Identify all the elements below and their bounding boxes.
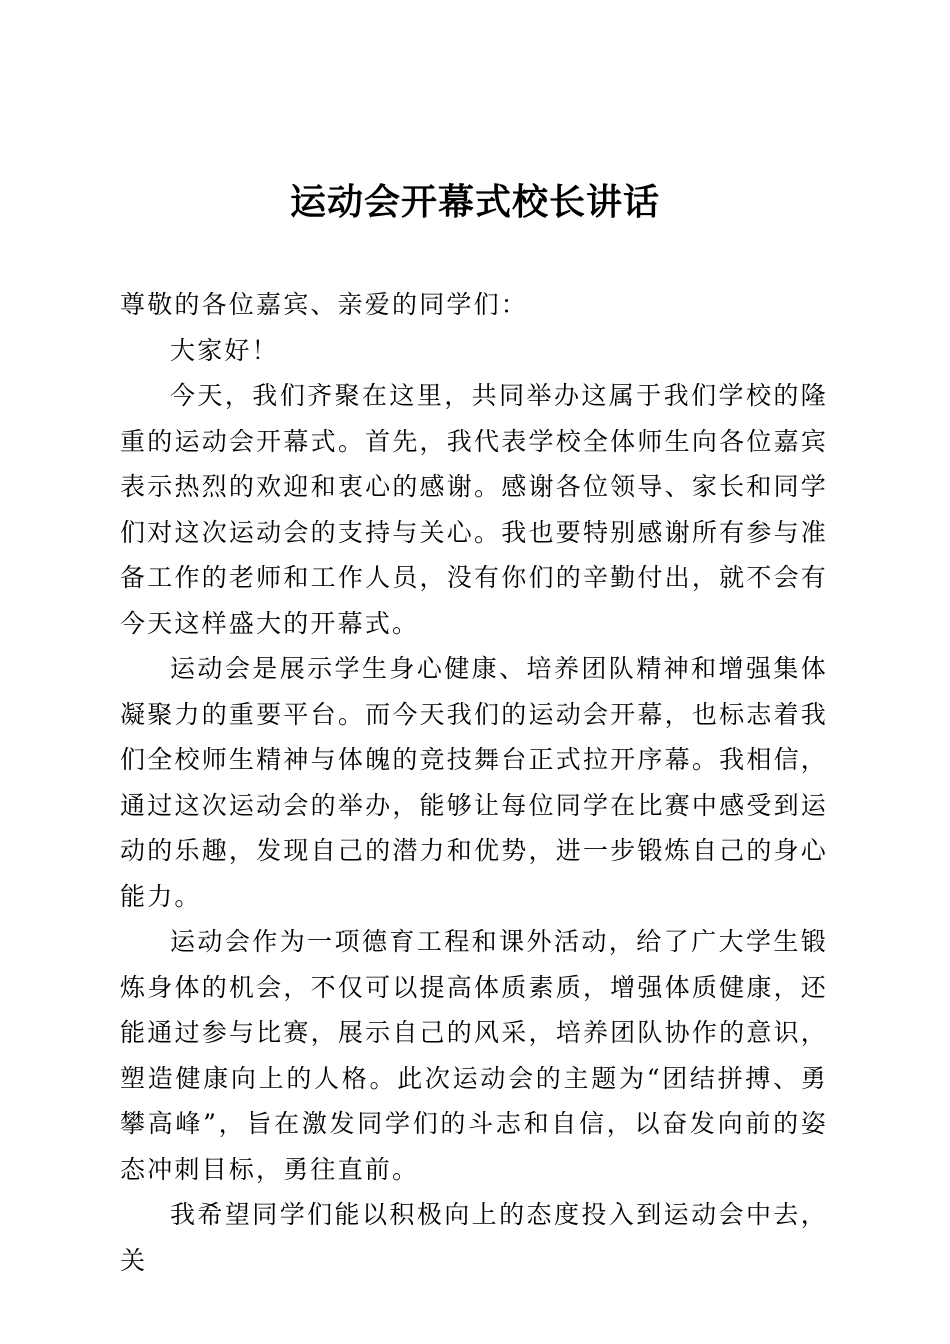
- salutation: 尊敬的各位嘉宾、亲爱的同学们：: [120, 290, 529, 319]
- paragraph-theme: 运动会作为一项德育工程和课外活动，给了广大学生锻炼身体的机会，不仅可以提高体质素质，增强体质健康，还能通过参与比赛，展示自己的风采，培养团队协作的意识，塑造健康向上的人格。此次运动会的主题为“团结拼搏、勇攀高峰”，旨在激发同学们的斗志和自信，以奋发向前的姿态冲刺目标，勇往直前。: [120, 927, 828, 1184]
- paragraph-welcome: 今天，我们齐聚在这里，共同举办这属于我们学校的隆重的运动会开幕式。首先，我代表学校全体师生向各位嘉宾表示热烈的欢迎和衷心的感谢。感谢各位领导、家长和同学们对这次运动会的支持与关心。我也要特别感谢所有参与准备工作的老师和工作人员，没有你们的辛勤付出，就不会有今天这样盛大的开幕式。: [120, 381, 828, 638]
- paragraph-greeting: 大家好！: [170, 335, 279, 365]
- paragraph-purpose: 运动会是展示学生身心健康、培养团队精神和增强集体凝聚力的重要平台。而今天我们的运动会开幕，也标志着我们全校师生精神与体魄的竞技舞台正式拉开序幕。我相信，通过这次运动会的举办，能够让每位同学在比赛中感受到运动的乐趣，发现自己的潜力和优势，进一步锻炼自己的身心能力。: [120, 654, 828, 911]
- paragraph-hope: 我希望同学们能以积极向上的态度投入到运动会中去，关: [120, 1200, 828, 1275]
- document-body: [120, 282, 828, 1283]
- document-title: 运动会开幕式校长讲话: [289, 181, 660, 223]
